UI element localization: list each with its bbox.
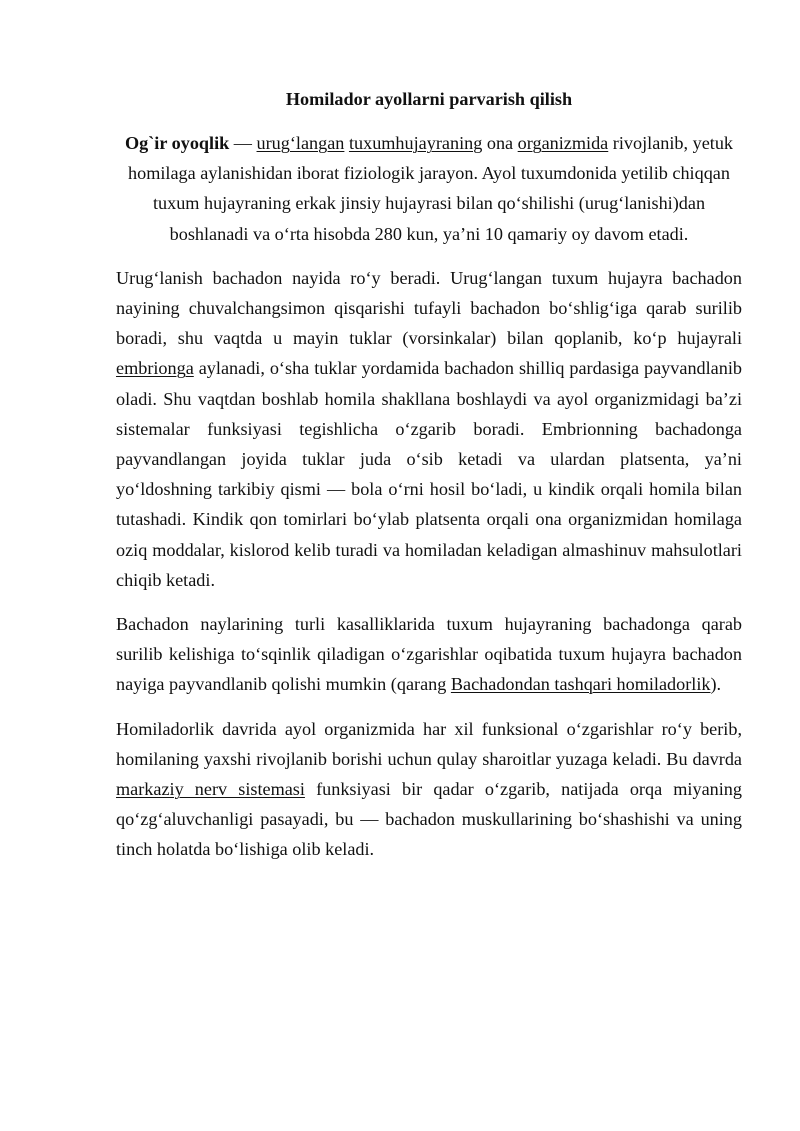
ectopic-paragraph [116,609,742,700]
document-page [116,86,742,879]
intro-paragraph [116,128,742,249]
link-embrionga[interactable]: embrionga [116,358,194,379]
link-markaziy-nerv-sistemasi[interactable]: markaziy nerv sistemasi [116,779,305,800]
pregnancy-text-2: funksiyasi bir qadar o‘zgarib, natijada orqa miyaning qo‘zg‘aluvchanligi pasayadi, bu — bachadon muskullarining bo‘shashishi va uning tinch holatda bo‘lishiga olib keladi. [116,779,742,860]
intro-text-2: rivojlanib, yetuk homilaga aylanishidan iborat fiziologik jarayon. Ayol tuxumdonida yetilib chiqqan tuxum hujayraning erkak jinsiy hujayrasi bilan qo‘shilishi (urug‘lanishi)dan boshlanadi va o‘rta hisobda 280 kun, ya’ni 10 qamariy oy davom etadi. [128,133,734,244]
intro-text-1: ona [482,133,518,153]
fertilization-text-1: Urug‘lanish bachadon nayida ro‘y beradi. Urug‘langan tuxum hujayra bachadon nayining chuvalchangsimon qisqarishi tufayli bachadon bo‘shlig‘iga qarab surilib boradi, shu vaqtda u mayin tuklar (vorsinkalar) bilan qoplanib, ko‘p hujayrali [116,267,742,349]
intro-dash: — [229,133,257,153]
pregnancy-changes-paragraph [116,714,742,865]
link-organizmida[interactable]: organizmida [517,133,609,153]
intro-term: Og`ir oyoqlik [124,133,230,153]
link-bachadondan-tashqari-homiladorlik[interactable]: Bachadondan tashqari homiladorlik [450,674,711,695]
link-tuxumhujayraning[interactable]: tuxumhujayraning [348,133,483,153]
link-urug-langan[interactable]: urug‘langan [256,133,345,153]
fertilization-text-2: aylanadi, o‘sha tuklar yordamida bachadon shilliq pardasiga payvandlanib oladi. Shu vaqtdan boshlab homila shakllana boshlaydi va ayol organizmidagi ba’zi sistemalar funksiyasi tegishlicha o‘zgarib boradi. Embrionning bachadonga payvandlangan joyida tuklar juda o‘sib ketadi va ulardan platsenta, ya’ni yo‘ldoshning tarkibiy qismi — bola o‘rni hosil bo‘ladi, u kindik orqali homila bilan tutashadi. Kindik qon tomirlari bo‘ylab platsenta orqali ona organizmidan homilaga oziq moddalar, kislorod kelib turadi va homiladan keladigan almashinuv mahsulotlari chiqib ketadi. [116,358,742,590]
fertilization-paragraph [116,263,742,595]
ectopic-text-1: Bachadon naylarining turli kasalliklarida tuxum hujayraning bachadonga qarab surilib kelishiga to‘sqinlik qiladigan o‘zgarishlar oqibatida tuxum hujayra bachadon nayiga payvandlanib qolishi mumkin (qarang [116,614,742,695]
document-title: Homilador ayollarni parvarish qilish [285,89,573,109]
ectopic-text-2: ). [710,674,722,695]
pregnancy-text-1: Homiladorlik davrida ayol organizmida har xil funksional o‘zgarishlar ro‘y berib, homilaning yaxshi rivojlanib borishi uchun qulay sharoitlar yuzaga keladi. Bu davrda [116,718,742,769]
